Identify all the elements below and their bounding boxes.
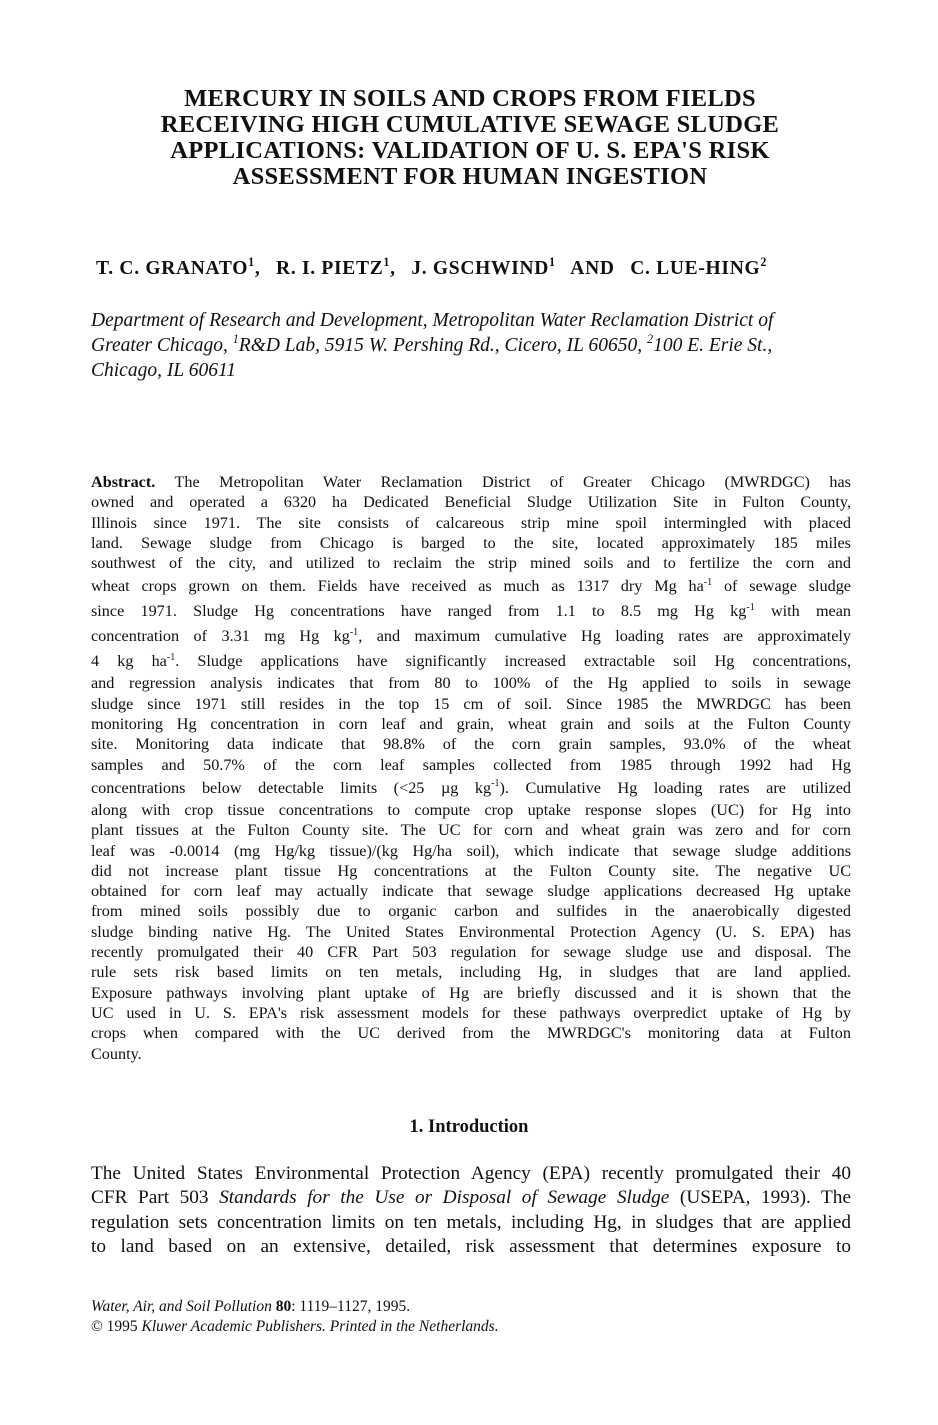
cited-title: Standards for the Use or Disposal of Sewage Sludge xyxy=(219,1187,670,1209)
intro-line: The United States Environmental Protection Agency (EPA) recently promulgated their 40 xyxy=(91,1163,851,1184)
author-affil-mark: 2 xyxy=(760,254,768,269)
abstract-line xyxy=(91,623,851,648)
superscript: -1 xyxy=(746,601,755,613)
author-affil-mark: 1 xyxy=(383,254,391,269)
abstract-text: 4 kg ha xyxy=(91,652,167,671)
superscript: -1 xyxy=(349,626,359,638)
introduction-text xyxy=(91,1162,851,1259)
abstract-line xyxy=(91,1023,851,1043)
section-heading: 1. Introduction xyxy=(409,1117,529,1137)
abstract-line xyxy=(91,820,851,840)
author-affil-mark: 1 xyxy=(248,254,255,269)
abstract-line xyxy=(91,841,851,861)
abstract-line xyxy=(91,755,851,775)
intro-text: (USEPA, 1993). The xyxy=(669,1187,852,1209)
abstract-text: , and maximum cumulative Hg loading rates are approximately xyxy=(358,627,851,646)
abstract-text: sludge binding native Hg. The United States Environmental Protection Agency (U. S. EPA) has xyxy=(91,922,851,941)
abstract-line xyxy=(91,648,851,673)
superscript: -1 xyxy=(491,778,500,790)
affiliation-line xyxy=(91,333,861,358)
author-name: J. GSCHWIND xyxy=(411,258,550,279)
abstract-line xyxy=(91,1044,851,1064)
journal-pages: : 1119–1127, 1995. xyxy=(291,1298,411,1315)
abstract-text: crops when compared with the UC derived from the MWRDGC's monitoring data at Fulton xyxy=(91,1024,851,1043)
title-line: APPLICATIONS: VALIDATION OF U. S. EPA'S RISK xyxy=(170,137,770,164)
affiliation-line: Department of Research and Development, Metropolitan Water Reclamation District of xyxy=(91,310,774,331)
intro-line: regulation sets concentration limits on ten metals, including Hg, in sludges that are applied xyxy=(91,1211,851,1233)
abstract-text: concentration of 3.31 mg Hg kg xyxy=(91,627,350,646)
title-line: RECEIVING HIGH CUMULATIVE SEWAGE SLUDGE xyxy=(160,111,780,138)
abstract-text: owned and operated a 6320 ha Dedicated Beneficial Sludge Utilization Site in Fulton County, xyxy=(91,493,851,512)
abstract-text: wheat crops grown on them. Fields have received as much as 1317 dry Mg ha xyxy=(91,577,704,596)
abstract-line xyxy=(91,901,851,921)
abstract-text: Illinois since 1971. The site consists of calcareous strip mine spoil intermingled with placed xyxy=(91,513,851,532)
abstract xyxy=(91,472,851,1064)
abstract-line xyxy=(91,694,851,714)
affiliation-mark: 2 xyxy=(647,331,654,346)
abstract-text: land. Sewage sludge from Chicago is barged to the site, located approximately 185 miles xyxy=(91,533,851,552)
abstract-line xyxy=(91,513,851,533)
affiliation-text: R&D Lab, 5915 W. Pershing Rd., Cicero, IL 60650, xyxy=(238,335,648,356)
abstract-text: recently promulgated their 40 CFR Part 503 regulation for sewage sludge use and disposal. The xyxy=(91,943,851,962)
abstract-line xyxy=(91,861,851,881)
abstract-text: monitoring Hg concentration in corn leaf and grain, wheat grain and soils at the Fulton County xyxy=(91,715,851,734)
abstract-line xyxy=(91,492,851,512)
abstract-text: site. Monitoring data indicate that 98.8% of the corn grain samples, 93.0% of the wheat xyxy=(91,735,851,754)
abstract-text: plant tissues at the Fulton County site. The UC for corn and wheat grain was zero and for corn xyxy=(91,821,851,840)
abstract-line xyxy=(91,800,851,820)
abstract-line xyxy=(91,553,851,573)
abstract-text: along with crop tissue concentrations to compute crop uptake response slopes (UC) for Hg into xyxy=(91,800,851,819)
abstract-text: rule sets risk based limits on ten metals, including Hg, in sludges that are land applied. xyxy=(91,963,851,982)
abstract-text: of sewage sludge xyxy=(712,577,851,596)
intro-line: to land based on an extensive, detailed, risk assessment that determines exposure to xyxy=(91,1235,851,1257)
affiliation-mark: 1 xyxy=(232,331,239,346)
abstract-text: leaf was -0.0014 (mg Hg/kg tissue)/(kg Hg/ha soil), which indicate that sewage sludge additions xyxy=(91,841,851,860)
abstract-text: . Sludge applications have significantly increased extractable soil Hg concentrations, xyxy=(175,652,851,671)
citation-footer xyxy=(91,1297,851,1337)
abstract-line xyxy=(91,881,851,901)
author-separator: , xyxy=(254,258,261,279)
abstract-text: The Metropolitan Water Reclamation District of Greater Chicago (MWRDGC) has xyxy=(155,473,851,491)
abstract-line xyxy=(91,673,851,693)
superscript: -1 xyxy=(166,651,176,663)
abstract-text: southwest of the city, and utilized to reclaim the strip mined soils and to fertilize the corn and xyxy=(91,554,851,573)
abstract-line xyxy=(91,775,851,800)
abstract-line xyxy=(91,942,851,962)
abstract-text: concentrations below detectable limits (<25 µg kg xyxy=(91,778,492,797)
abstract-text: ). Cumulative Hg loading rates are utilized xyxy=(499,778,851,797)
affiliation-block xyxy=(91,308,861,383)
abstract-line xyxy=(91,533,851,553)
abstract-line xyxy=(91,922,851,942)
author-separator: , xyxy=(390,258,396,279)
abstract-line xyxy=(91,983,851,1003)
publisher: Kluwer Academic Publishers. Printed in the Netherlands. xyxy=(141,1318,499,1335)
paper-title xyxy=(120,86,820,190)
intro-text: CFR Part 503 xyxy=(91,1187,220,1209)
journal-name: Water, Air, and Soil Pollution xyxy=(91,1298,272,1315)
superscript: -1 xyxy=(703,576,713,588)
affiliation-text: Greater Chicago, xyxy=(91,335,233,356)
author-name: R. I. PIETZ xyxy=(276,258,384,279)
abstract-text: did not increase plant tissue Hg concentrations at the Fulton County site. The negative UC xyxy=(91,861,851,880)
abstract-line xyxy=(91,714,851,734)
abstract-text: since 1971. Sludge Hg concentrations have ranged from 1.1 to 8.5 mg Hg kg xyxy=(91,602,747,621)
abstract-text: with mean xyxy=(754,602,851,621)
abstract-line xyxy=(91,1003,851,1023)
abstract-text: obtained for corn leaf may actually indicate that sewage sludge applications decreased Hg uptake xyxy=(91,882,851,901)
author-affil-mark: 1 xyxy=(549,254,556,269)
abstract-line xyxy=(91,472,851,492)
abstract-line xyxy=(91,598,851,623)
journal-volume: 80 xyxy=(275,1298,292,1315)
affiliation-text: 100 E. Erie St., xyxy=(653,335,773,356)
abstract-text: samples and 50.7% of the corn leaf samples collected from 1985 through 1992 had Hg xyxy=(91,755,851,774)
abstract-text: County. xyxy=(91,1044,142,1063)
abstract-text: from mined soils possibly due to organic carbon and sulfides in the anaerobically digested xyxy=(91,902,851,921)
abstract-line xyxy=(91,734,851,754)
copyright-line xyxy=(91,1317,851,1337)
author-list xyxy=(96,254,856,280)
abstract-label: Abstract. xyxy=(91,473,156,491)
abstract-line xyxy=(91,962,851,982)
affiliation-line: Chicago, IL 60611 xyxy=(91,360,236,381)
author-name: T. C. GRANATO xyxy=(96,258,249,279)
abstract-line xyxy=(91,573,851,598)
abstract-text: and regression analysis indicates that from 80 to 100% of the Hg applied to soils in sewage xyxy=(91,674,851,693)
intro-line xyxy=(91,1186,851,1210)
author-conjunction: AND xyxy=(570,258,615,279)
abstract-text: sludge since 1971 still resides in the top 15 cm of soil. Since 1985 the MWRDGC has been xyxy=(91,694,851,713)
title-line: ASSESSMENT FOR HUMAN INGESTION xyxy=(232,163,708,190)
abstract-text: UC used in U. S. EPA's risk assessment models for these pathways overpredict uptake of Hg by xyxy=(91,1003,851,1022)
title-line: MERCURY IN SOILS AND CROPS FROM FIELDS xyxy=(184,85,756,112)
journal-citation xyxy=(91,1297,851,1317)
abstract-text: Exposure pathways involving plant uptake of Hg are briefly discussed and it is shown that the xyxy=(91,983,851,1002)
copyright-year: © 1995 xyxy=(91,1318,142,1335)
author-name: C. LUE-HING xyxy=(630,258,761,279)
